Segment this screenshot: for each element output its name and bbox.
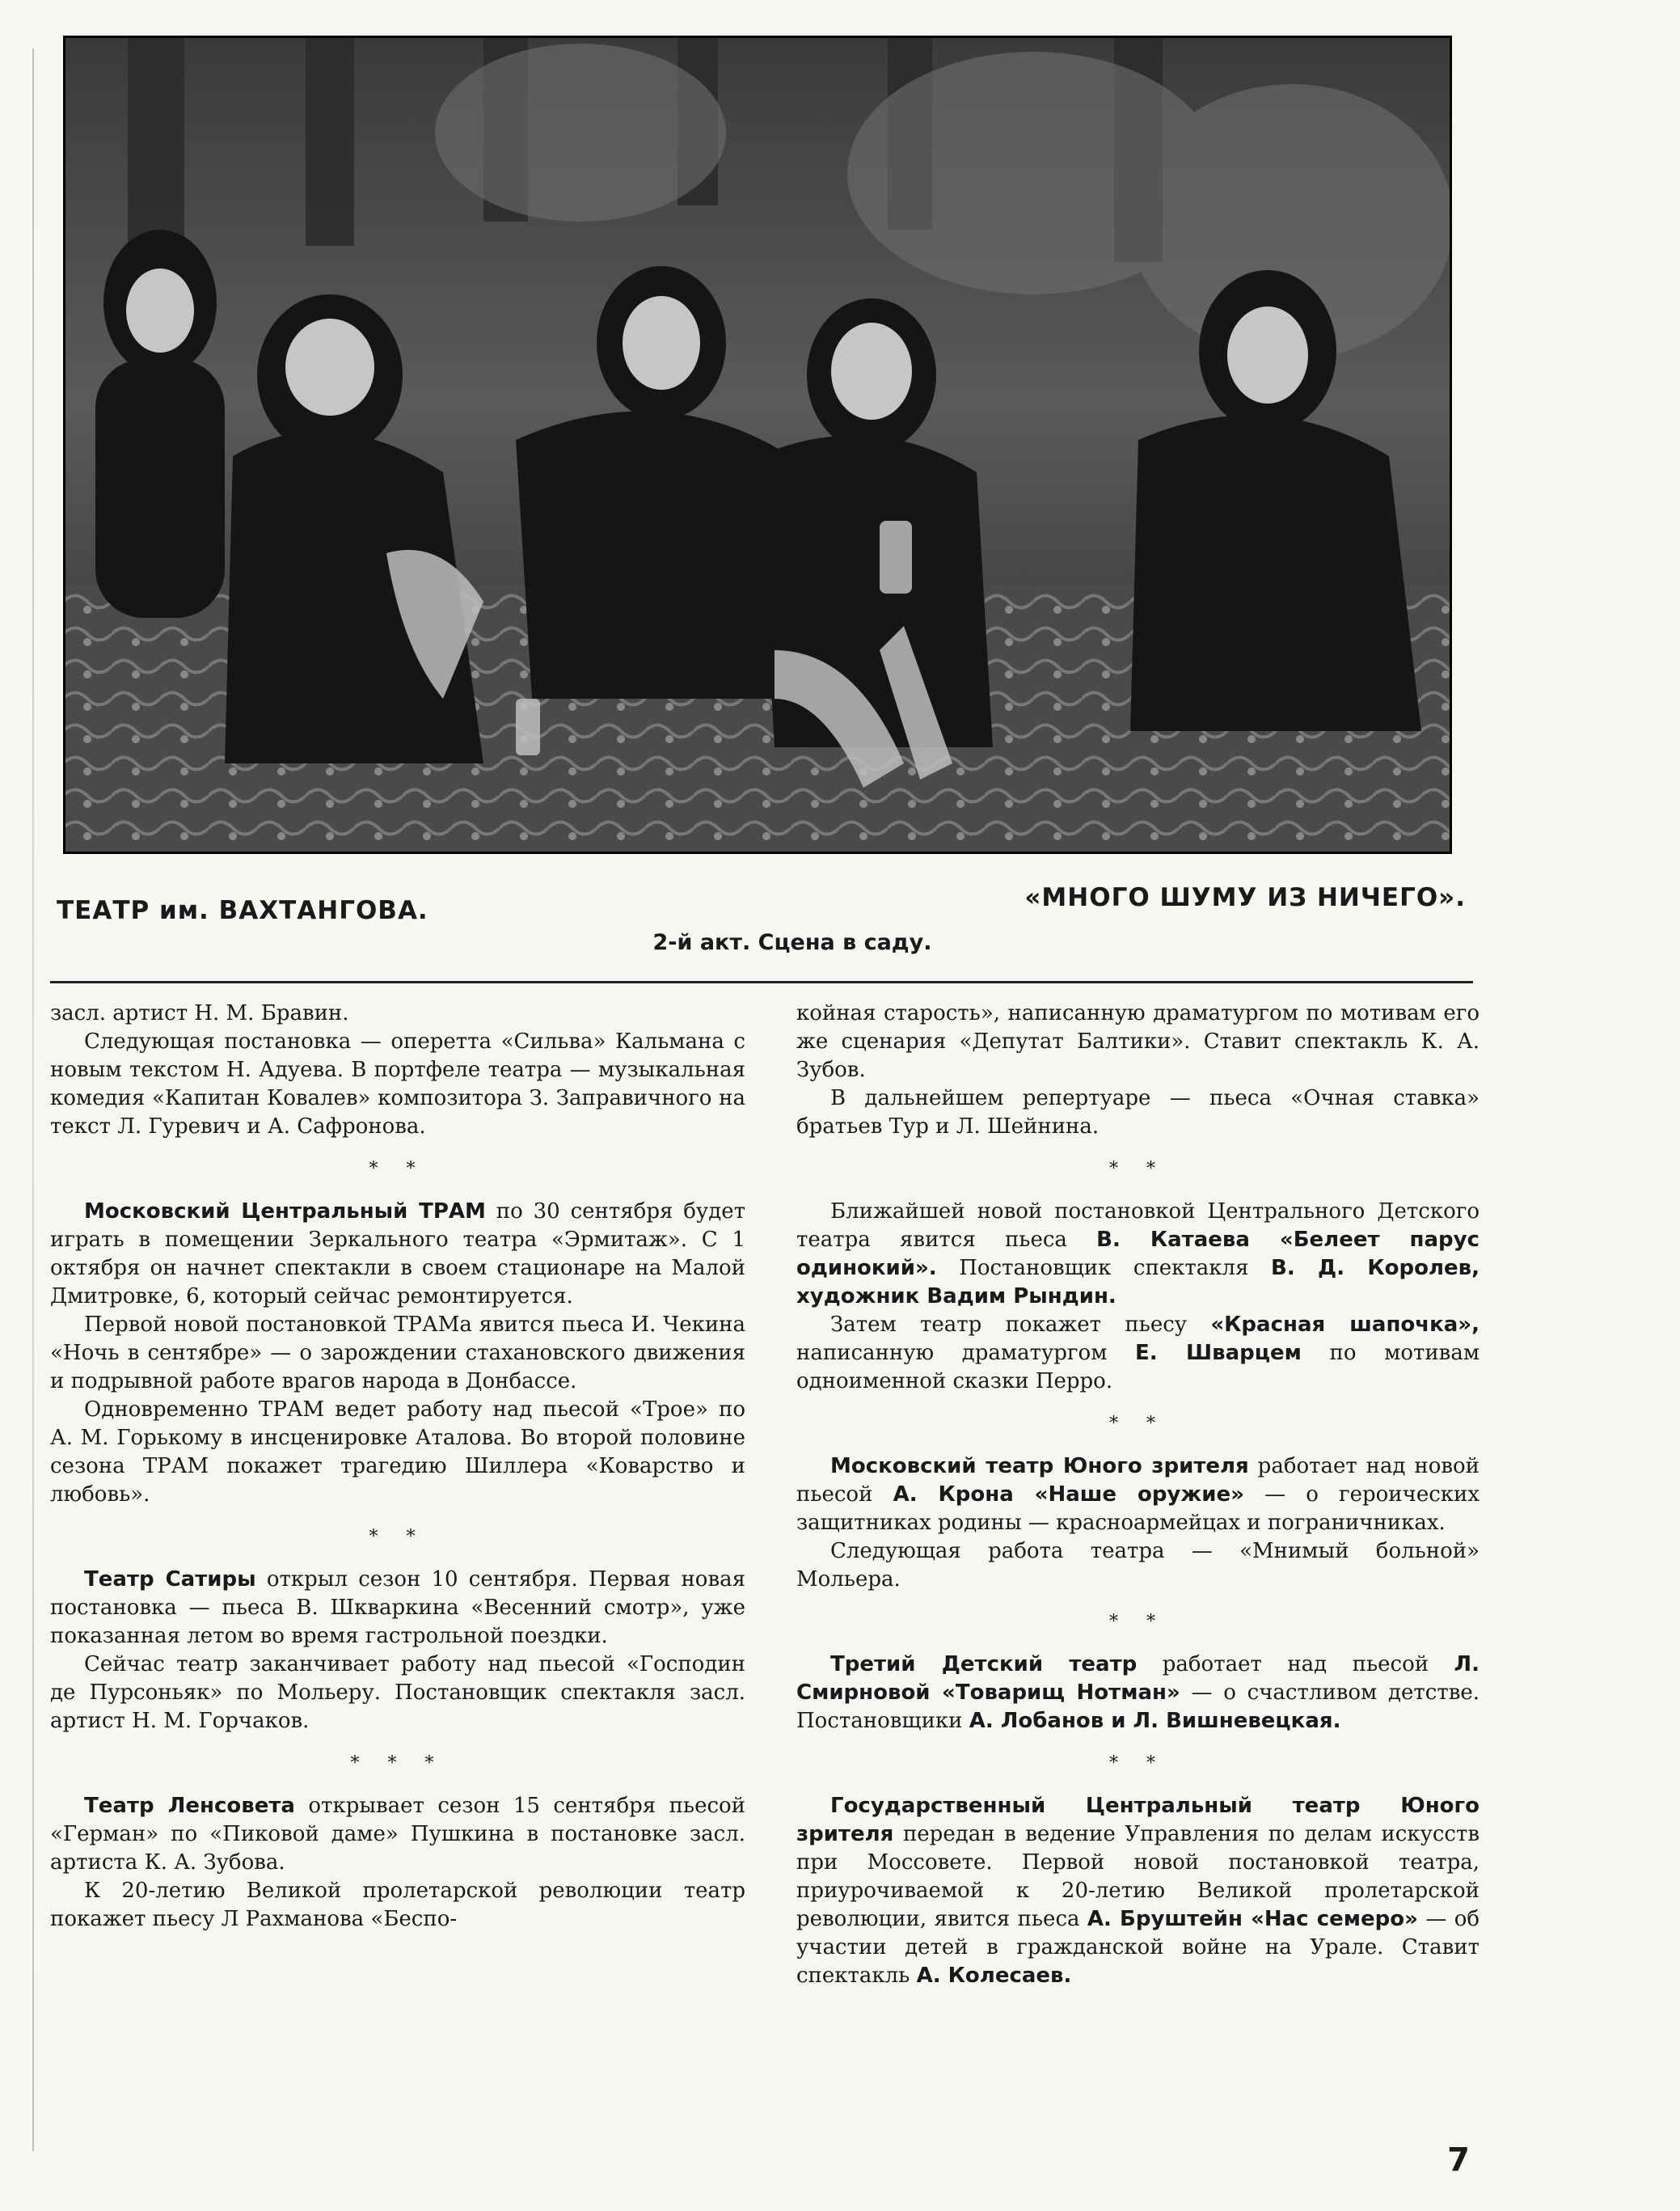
childrens-text-g: написанную драматургом: [796, 1341, 1108, 1365]
third-text-c: — о счастливом детстве. Постановщики: [796, 1680, 1479, 1733]
third-name: Третий Детский театр: [830, 1652, 1138, 1676]
third-text-a: работает над пьесой: [1162, 1652, 1429, 1676]
childrens-text-c: Постановщик спектакля: [959, 1256, 1249, 1280]
tyuz-paragraph-1: [796, 1452, 1479, 1537]
lensovet-paragraph-1: [50, 1792, 745, 1877]
gctyuz-text-d: А. Колесаев.: [916, 1964, 1072, 1988]
left-column: [50, 1000, 745, 1934]
tyuz-name: Московский театр Юного зрителя: [830, 1454, 1249, 1478]
caption-theatre: ТЕАТР им. ВАХТАНГОВА.: [57, 896, 428, 925]
satira-paragraph-2: Сейчас театр заканчивает работу над пьесой «Господин де Пурсоньяк» по Мольеру. Постановщик спектакля засл. артист Н. М. Горчаков.: [50, 1652, 745, 1733]
separator-stars: * *: [1109, 1612, 1167, 1632]
tyuz-text-c: — о героических защитниках родины — красноармейцах и пограничниках.: [796, 1482, 1480, 1535]
childrens-text-i: по мотивам одноименной сказки Перро.: [796, 1341, 1480, 1393]
intro-paragraph: Следующая постановка — оперетта «Сильва» Кальмана с новым текстом Н. Адуева. В портфеле театра — музыкальная комедия «Капитан Ковалев» композитора З. Заправичного на текст Л. Гуревич и А. Сафронова.: [50, 1029, 745, 1139]
childrens-text-b: В. Катаева «Белеет парус одинокий».: [796, 1228, 1480, 1280]
gctyuz-paragraph: [796, 1792, 1479, 1990]
childrens-text-e: Затем театр покажет пьесу: [830, 1313, 1188, 1337]
tram-paragraph-1: [50, 1198, 745, 1311]
tram-paragraph-3: Одновременно ТРАМ ведет работу над пьесой «Трое» по А. М. Горькому в инсценировке Аталова. Во второй половине сезона ТРАМ покажет трагедию Шиллера «Коварство и любовь».: [50, 1397, 745, 1507]
caption-play: «МНОГО ШУМУ ИЗ НИЧЕГО».: [1024, 883, 1466, 912]
separator-stars: * *: [369, 1159, 427, 1179]
third-text-d: А. Лобанов и Л. Вишневецкая.: [969, 1709, 1341, 1733]
third-text-b: Л. Смирновой «Товарищ Нотман»: [796, 1652, 1479, 1705]
tyuz-paragraph-2: Следующая работа театра — «Мнимый больной» Мольера.: [796, 1539, 1479, 1592]
third-theatre-paragraph: [796, 1651, 1479, 1735]
gctyuz-name: Государственный Центральный театр Юного зрителя: [796, 1794, 1479, 1846]
lensovet-text-1: открывает сезон 15 сентября пьесой «Герман» по «Пиковой даме» Пушкина в постановке засл. артиста К. А. Зубова.: [50, 1794, 745, 1875]
separator-stars: * *: [1109, 1753, 1167, 1773]
tyuz-text-b: А. Крона «Наше оружие»: [893, 1482, 1244, 1507]
separator-stars: * *: [369, 1527, 427, 1547]
tram-name: Московский Центральный ТРАМ: [84, 1199, 486, 1224]
continued-paragraph: койная старость», написанную драматургом по мотивам его же сценария «Депутат Балтики». Ставит спектакль К. А. Зубов.: [796, 1001, 1479, 1082]
childrens-theatre-paragraph-1: [796, 1198, 1479, 1311]
caption-scene: 2-й акт. Сцена в саду.: [652, 930, 932, 955]
gctyuz-text-a: передан в ведение Управления по делам искусств при Моссовете. Первой новой постановкой театра, приурочиваемой к 20-летию Великой пролетарской революции, явится пьеса: [796, 1822, 1480, 1931]
lensovet-name: Театр Ленсовета: [84, 1794, 295, 1818]
stage-photograph: [63, 36, 1452, 854]
tyuz-text-a: работает над новой пьесой: [796, 1454, 1480, 1507]
gctyuz-text-c: — об участии детей в гражданской войне на Урале. Ставит спектакль: [796, 1907, 1480, 1988]
gctyuz-text-b: А. Бруштейн «Нас семеро»: [1087, 1907, 1418, 1931]
tram-text-1: по 30 сентября будет играть в помещении Зеркального театра «Эрмитаж». С 1 октября он начнет спектакли в своем стационаре на Малой Дмитровке, 6, который сейчас ремонтируется.: [50, 1199, 745, 1308]
intro-line: засл. артист Н. М. Бравин.: [50, 1001, 349, 1025]
satira-name: Театр Сатиры: [84, 1567, 256, 1592]
lensovet-paragraph-2: К 20-летию Великой пролетарской революции театр покажет пьесу Л Рахманова «Беспо-: [50, 1879, 745, 1931]
page-edge-shadow: [32, 49, 34, 2151]
satira-text-1: открыл сезон 10 сентября. Первая новая постановка — пьеса В. Шкваркина «Весенний смотр», уже показанная летом во время гастрольной поездки.: [50, 1567, 745, 1648]
tram-paragraph-2: Первой новой постановкой ТРАМа явится пьеса И. Чекина «Ночь в сентябре» — о зарождении стахановского движения и подрывной работе врагов народа в Донбассе.: [50, 1313, 745, 1393]
separator-stars: * *: [1109, 1159, 1167, 1179]
childrens-text-a: Ближайшей новой постановкой Центрального Детского театра явится пьеса: [796, 1199, 1479, 1252]
horizontal-rule: [50, 981, 1473, 983]
separator-stars: * * *: [350, 1753, 445, 1773]
childrens-text-f: «Красная шапочка»,: [1210, 1313, 1479, 1337]
satira-paragraph-1: [50, 1566, 745, 1651]
right-column: [796, 1000, 1479, 1990]
page-number: 7: [1447, 2141, 1470, 2179]
childrens-text-h: Е. Шварцем: [1135, 1341, 1302, 1365]
separator-stars: * *: [1109, 1414, 1167, 1434]
childrens-theatre-paragraph-2: [796, 1311, 1479, 1396]
childrens-text-d: В. Д. Королев, художник Вадим Рындин.: [796, 1256, 1480, 1308]
repertoire-paragraph: В дальнейшем репертуаре — пьеса «Очная ставка» братьев Тур и Л. Шейнина.: [796, 1086, 1479, 1139]
